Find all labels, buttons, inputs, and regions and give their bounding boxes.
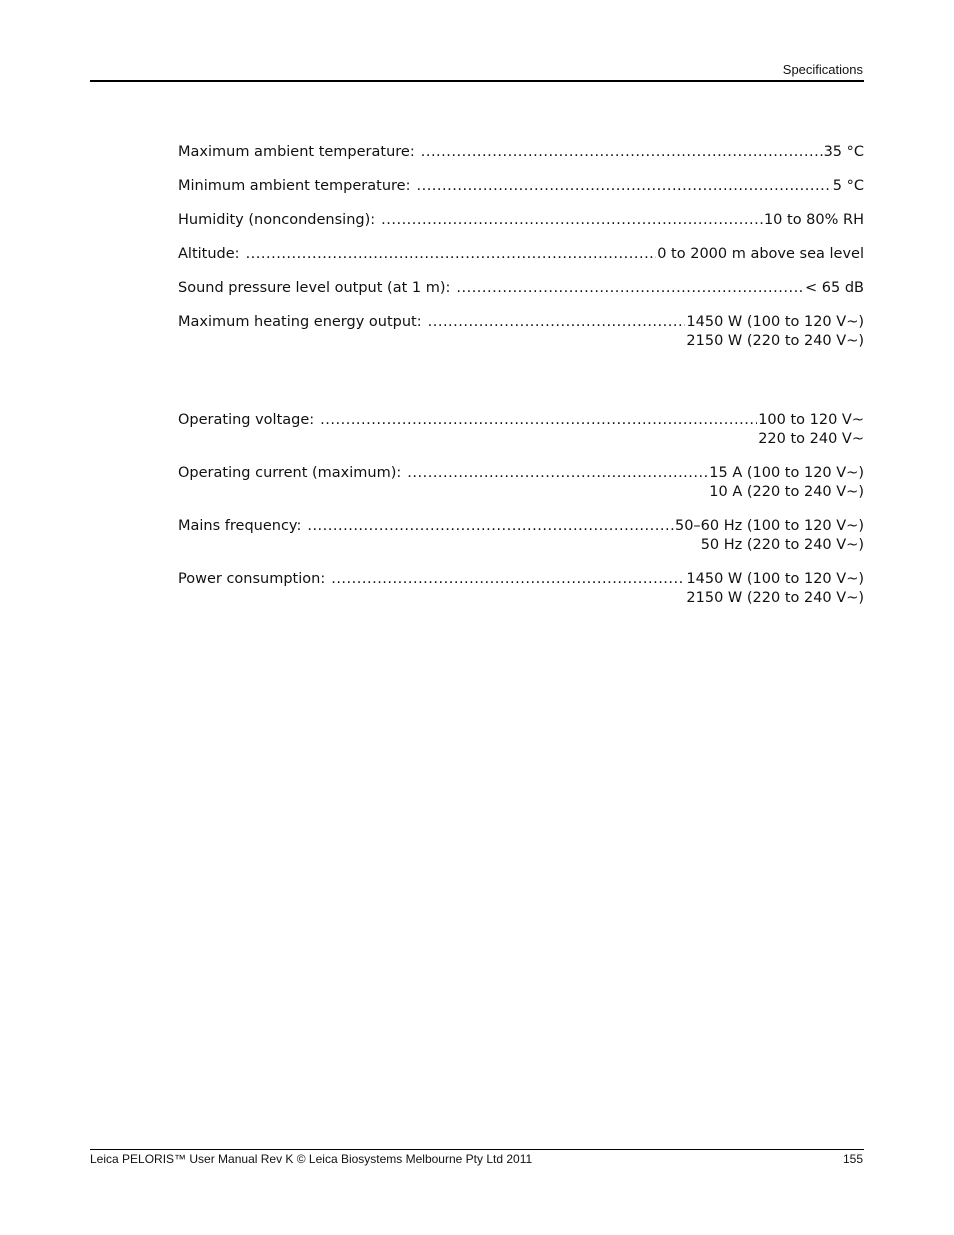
spec-value-secondary: 220 to 240 V~ <box>758 431 864 447</box>
spec-operating-voltage <box>178 411 864 449</box>
spec-value-secondary: 2150 W (220 to 240 V~) <box>686 333 864 349</box>
spec-label: Maximum ambient temperature: <box>178 144 415 160</box>
dot-leader <box>421 143 823 162</box>
electrical-specs <box>178 411 864 623</box>
spec-mains-frequency <box>178 517 864 555</box>
dot-leader <box>331 570 685 589</box>
dot-leader <box>307 517 674 536</box>
spec-label: Operating current (maximum): <box>178 465 402 481</box>
spec-value: 50–60 Hz (100 to 120 V~) <box>674 518 864 534</box>
spec-value: 100 to 120 V~ <box>758 412 864 428</box>
page-number: 155 <box>842 1152 863 1166</box>
spec-label: Power consumption: <box>178 571 326 587</box>
spec-humidity <box>178 211 864 230</box>
spec-max-heating-energy <box>178 313 864 351</box>
dot-leader <box>381 211 763 230</box>
spec-value: 15 A (100 to 120 V~) <box>709 465 864 481</box>
spec-min-ambient-temperature <box>178 177 864 196</box>
spec-value: 1450 W (100 to 120 V~) <box>686 571 864 587</box>
spec-altitude <box>178 245 864 264</box>
spec-label: Sound pressure level output (at 1 m): <box>178 280 451 296</box>
environmental-specs <box>178 143 864 366</box>
spec-value: 0 to 2000 m above sea level <box>657 246 864 262</box>
spec-label: Mains frequency: <box>178 518 302 534</box>
spec-power-consumption <box>178 570 864 608</box>
footer-copyright: Leica PELORIS™ User Manual Rev K © Leica Biosystems Melbourne Pty Ltd 2011 <box>90 1152 533 1166</box>
footer-divider <box>90 1149 864 1150</box>
spec-value: < 65 dB <box>805 280 864 296</box>
dot-leader <box>407 464 708 483</box>
spec-label: Maximum heating energy output: <box>178 314 422 330</box>
spec-label: Altitude: <box>178 246 240 262</box>
spec-operating-current <box>178 464 864 502</box>
spec-value: 35 °C <box>823 144 864 160</box>
spec-value-secondary: 50 Hz (220 to 240 V~) <box>700 537 864 553</box>
spec-label: Minimum ambient temperature: <box>178 178 411 194</box>
dot-leader <box>416 177 831 196</box>
spec-sound-pressure <box>178 279 864 298</box>
spec-max-ambient-temperature <box>178 143 864 162</box>
dot-leader <box>246 245 657 264</box>
spec-value: 5 °C <box>832 178 864 194</box>
running-header: Specifications <box>782 62 863 77</box>
spec-value-secondary: 10 A (220 to 240 V~) <box>709 484 864 500</box>
spec-value: 1450 W (100 to 120 V~) <box>686 314 864 330</box>
spec-label: Humidity (noncondensing): <box>178 212 376 228</box>
spec-value: 10 to 80% RH <box>763 212 864 228</box>
dot-leader <box>320 411 757 430</box>
header-divider <box>90 80 864 82</box>
dot-leader <box>456 279 804 298</box>
spec-label: Operating voltage: <box>178 412 315 428</box>
dot-leader <box>428 313 686 332</box>
spec-value-secondary: 2150 W (220 to 240 V~) <box>686 590 864 606</box>
